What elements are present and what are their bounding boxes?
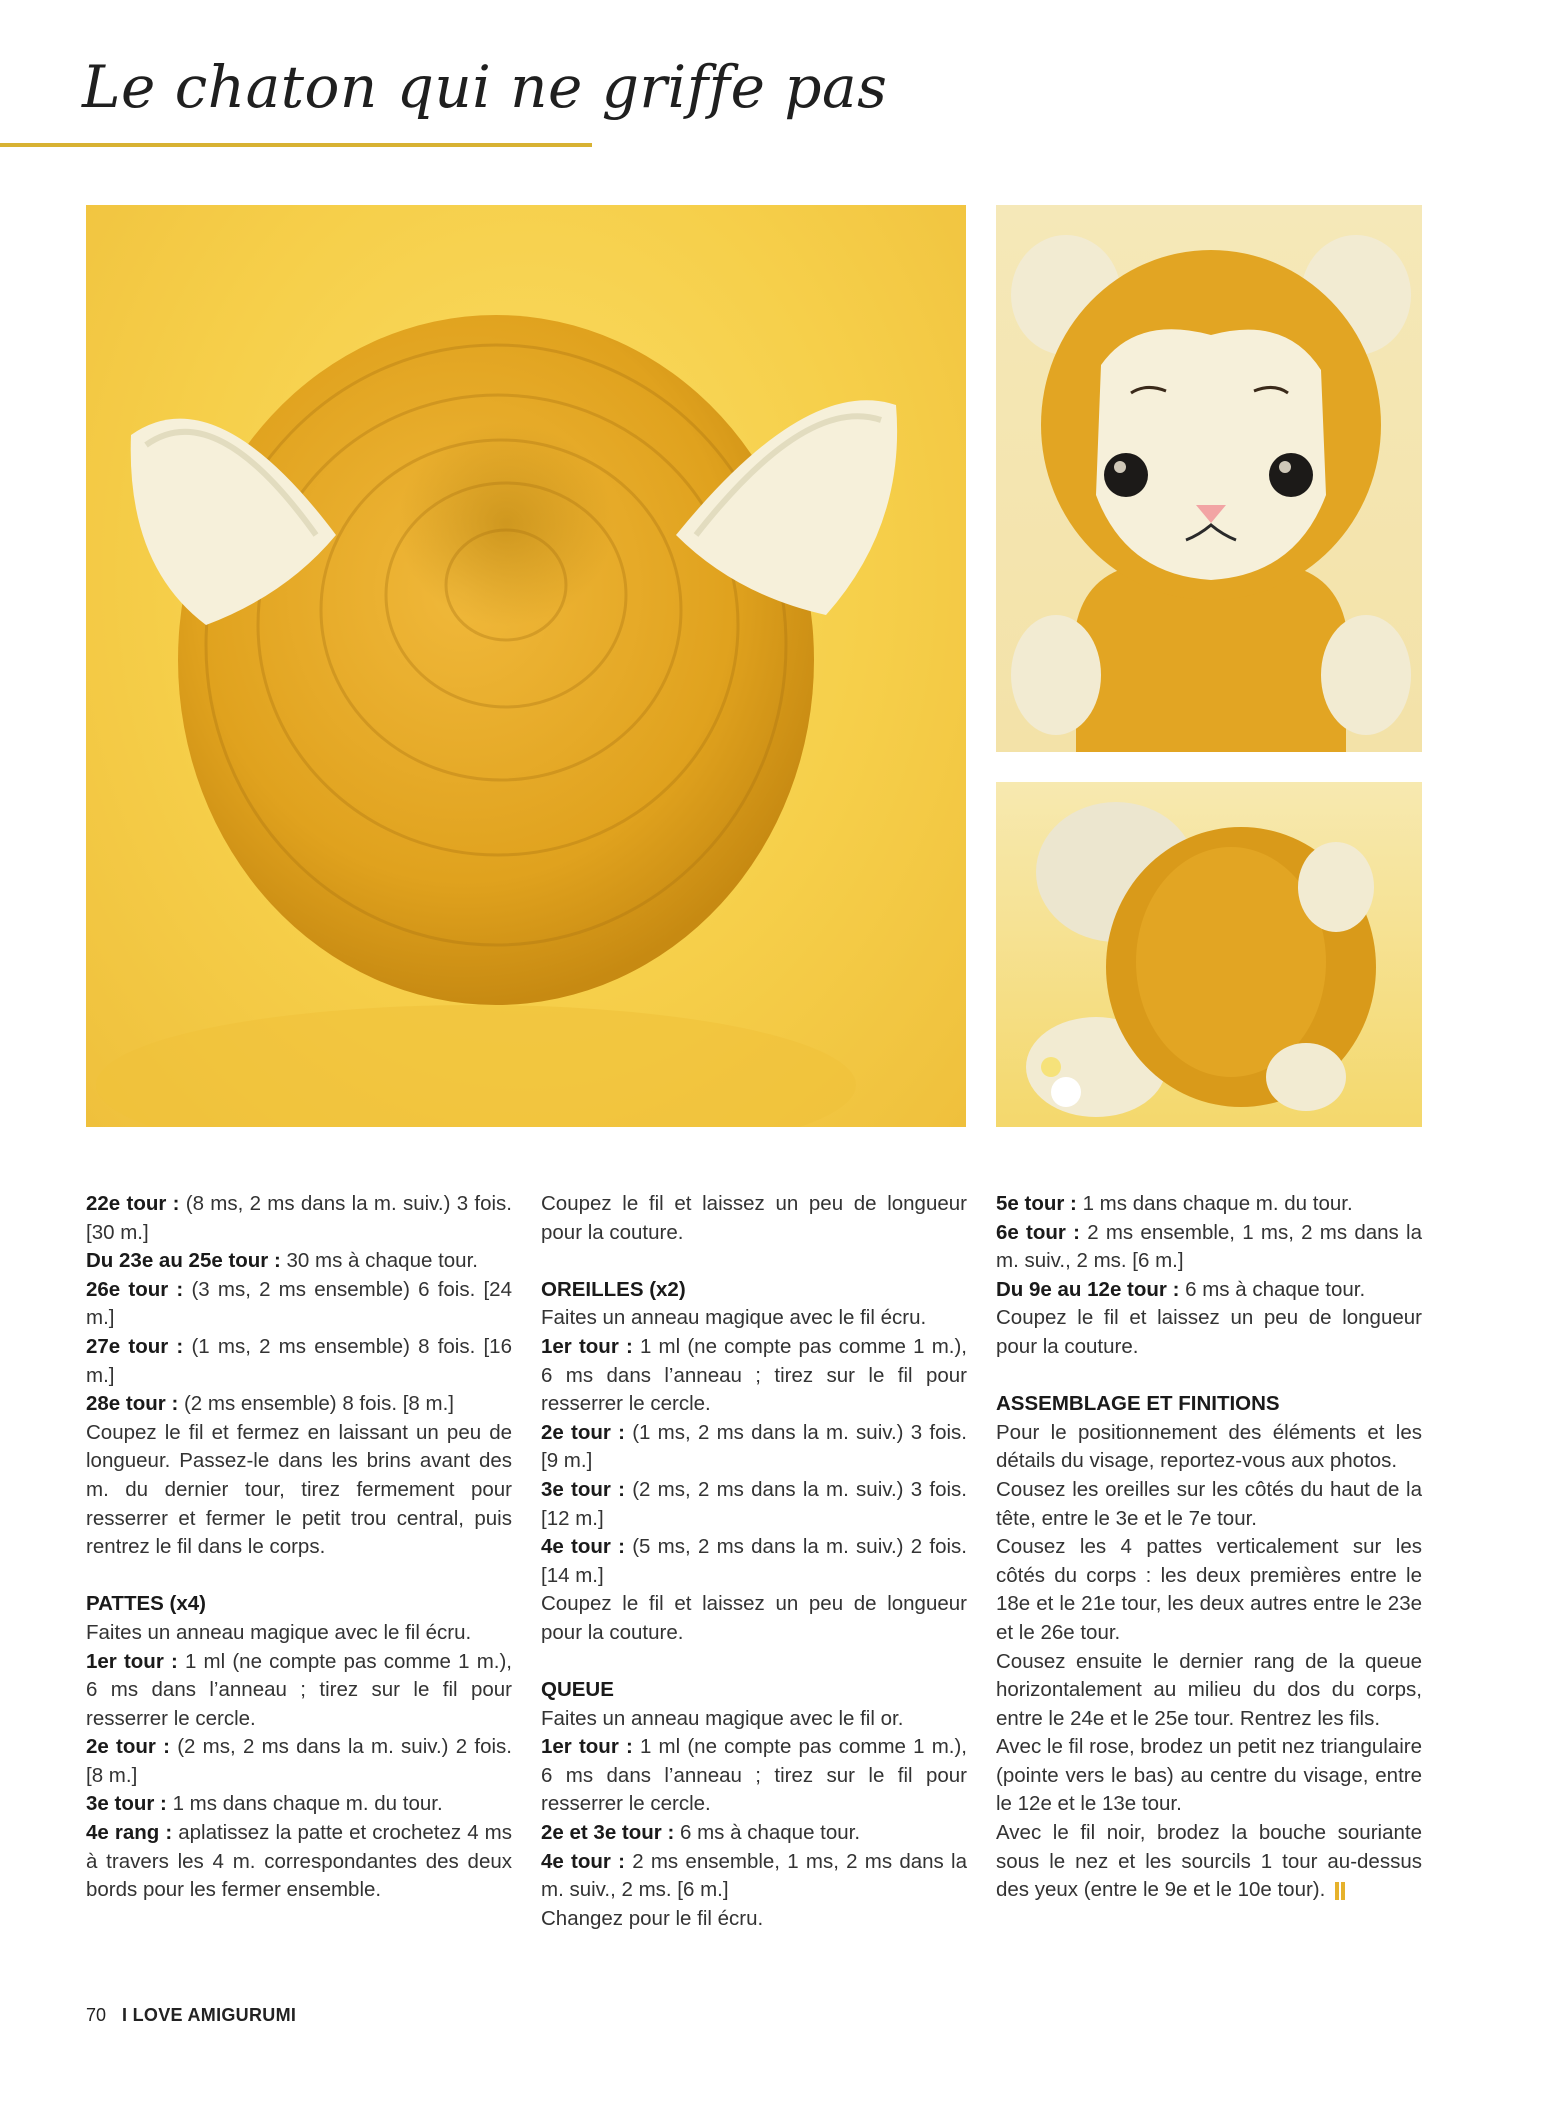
paragraph: Pour le positionnement des éléments et les détails du visage, reportez-vous aux photos. [996, 1420, 1422, 1473]
page-footer [86, 2005, 296, 2026]
text-column-3 [996, 1190, 1422, 1905]
text-column-2 [541, 1190, 967, 1933]
round-label: 1er tour : [541, 1334, 633, 1358]
round-label: 3e tour : [86, 1792, 167, 1816]
kitten-side-illustration [996, 782, 1422, 1127]
section-heading-queue: QUEUE [541, 1678, 614, 1702]
paragraph: 2e et 3e tour : 6 ms à chaque tour. [541, 1821, 861, 1845]
paragraph: 3e tour : 1 ms dans chaque m. du tour. [86, 1792, 443, 1816]
paragraph: Coupez le fil et laissez un peu de longueur pour la couture. [996, 1306, 1422, 1358]
kitten-face-illustration [996, 205, 1422, 752]
paragraph: Avec le fil rose, brodez un petit nez triangulaire (pointe vers le bas) au centre du visage, entre le 12e et le 13e tour. [996, 1735, 1422, 1816]
round-label: 26e tour : [86, 1277, 184, 1301]
paragraph: 5e tour : 1 ms dans chaque m. du tour. [996, 1192, 1353, 1215]
round-label: 4e rang : [86, 1821, 173, 1845]
round-label: 5e tour : [996, 1192, 1077, 1215]
paragraph: 1er tour : 1 ml (ne compte pas comme 1 m.), 6 ms dans l’anneau ; tirez sur le fil pour resserrer le cercle. [541, 1735, 967, 1816]
paragraph: Cousez les oreilles sur les côtés du haut de la tête, entre le 3e et le 7e tour. [996, 1477, 1422, 1530]
round-label: Du 23e au 25e tour : [86, 1249, 281, 1273]
paragraph: Du 23e au 25e tour : 30 ms à chaque tour. [86, 1249, 478, 1273]
round-label: 27e tour : [86, 1334, 184, 1358]
text-column-1 [86, 1190, 512, 1905]
paragraph: Coupez le fil et laissez un peu de longueur pour la couture. [541, 1592, 967, 1644]
paragraph: 4e tour : (5 ms, 2 ms dans la m. suiv.) 2 fois. [14 m.] [541, 1535, 967, 1587]
paragraph: Faites un anneau magique avec le fil écru. [541, 1306, 927, 1330]
round-label: 28e tour : [86, 1392, 179, 1416]
page-title: Le chaton qui ne griffe pas [82, 53, 888, 121]
section-heading-pattes: PATTES (x4) [86, 1592, 206, 1616]
paragraph: Changez pour le fil écru. [541, 1906, 764, 1930]
section-heading-oreilles: OREILLES (x2) [541, 1277, 686, 1301]
paragraph: Coupez le fil et laissez un peu de longueur pour la couture. [541, 1192, 967, 1244]
round-label: 1er tour : [86, 1649, 178, 1673]
paragraph: Coupez le fil et fermez en laissant un peu de longueur. Passez-le dans les brins avant des m. du dernier tour, tirez fermement pour resserrer et fermer le petit trou central, puis rentrez le fil dans le corps. [86, 1420, 512, 1559]
page-number: 70 [86, 2005, 107, 2025]
paragraph: 1er tour : 1 ml (ne compte pas comme 1 m.), 6 ms dans l’anneau ; tirez sur le fil pour resserrer le cercle. [86, 1649, 512, 1730]
round-label: 2e tour : [541, 1420, 625, 1444]
round-label: 4e tour : [541, 1849, 625, 1873]
round-label: 6e tour : [996, 1220, 1080, 1244]
paragraph: Du 9e au 12e tour : 6 ms à chaque tour. [996, 1277, 1366, 1301]
paragraph: 2e tour : (2 ms, 2 ms dans la m. suiv.) 2 fois. [8 m.] [86, 1735, 512, 1787]
paragraph: 4e rang : aplatissez la patte et crochetez 4 ms à travers les 4 m. correspondantes des deux bords pour les fermer ensemble. [86, 1821, 512, 1902]
paragraph: 22e tour : (8 ms, 2 ms dans la m. suiv.) 3 fois. [30 m.] [86, 1192, 512, 1244]
round-label: 2e et 3e tour : [541, 1821, 675, 1845]
round-label: 4e tour : [541, 1535, 625, 1559]
paragraph: Cousez ensuite le dernier rang de la queue horizontalement au milieu du dos du corps, entre le 24e et le 25e tour. Rentrez les fils. [996, 1649, 1422, 1730]
paragraph: Cousez les 4 pattes verticalement sur les côtés du corps : les deux premières entre le 18e et le 21e tour, les deux autres entre le 23e et le 26e tour. [996, 1535, 1422, 1644]
end-of-article-icon [1335, 1882, 1345, 1900]
title-underline [0, 143, 592, 147]
photo-kitten-face [996, 205, 1422, 752]
paragraph: 28e tour : (2 ms ensemble) 8 fois. [8 m.] [86, 1392, 454, 1416]
section-heading-assemblage: ASSEMBLAGE ET FINITIONS [996, 1392, 1280, 1416]
paragraph: 2e tour : (1 ms, 2 ms dans la m. suiv.) 3 fois. [9 m.] [541, 1420, 967, 1473]
paragraph: Faites un anneau magique avec le fil écru. [86, 1620, 472, 1644]
paragraph: 3e tour : (2 ms, 2 ms dans la m. suiv.) 3 fois. [12 m.] [541, 1477, 967, 1530]
round-label: Du 9e au 12e tour : [996, 1277, 1180, 1301]
round-label: 1er tour : [541, 1735, 633, 1759]
paragraph: 6e tour : 2 ms ensemble, 1 ms, 2 ms dans la m. suiv., 2 ms. [6 m.] [996, 1220, 1422, 1273]
paragraph: 4e tour : 2 ms ensemble, 1 ms, 2 ms dans la m. suiv., 2 ms. [6 m.] [541, 1849, 967, 1902]
magazine-name: I LOVE AMIGURUMI [122, 2005, 297, 2025]
photo-kitten-side [996, 782, 1422, 1127]
paragraph: 26e tour : (3 ms, 2 ms ensemble) 6 fois. [24 m.] [86, 1277, 512, 1330]
round-label: 2e tour : [86, 1735, 170, 1759]
round-label: 22e tour : [86, 1192, 180, 1215]
paragraph: 27e tour : (1 ms, 2 ms ensemble) 8 fois. [16 m.] [86, 1334, 512, 1387]
photo-kitten-head-back [86, 205, 966, 1127]
paragraph: Avec le fil noir, brodez la bouche souriante sous le nez et les sourcils 1 tour au-dessus des yeux (entre le 9e et le 10e tour). [996, 1821, 1422, 1902]
round-label: 3e tour : [541, 1477, 625, 1501]
paragraph: 1er tour : 1 ml (ne compte pas comme 1 m.), 6 ms dans l’anneau ; tirez sur le fil pour resserrer le cercle. [541, 1334, 967, 1416]
kitten-head-back-illustration [86, 205, 966, 1127]
paragraph: Faites un anneau magique avec le fil or. [541, 1706, 904, 1730]
